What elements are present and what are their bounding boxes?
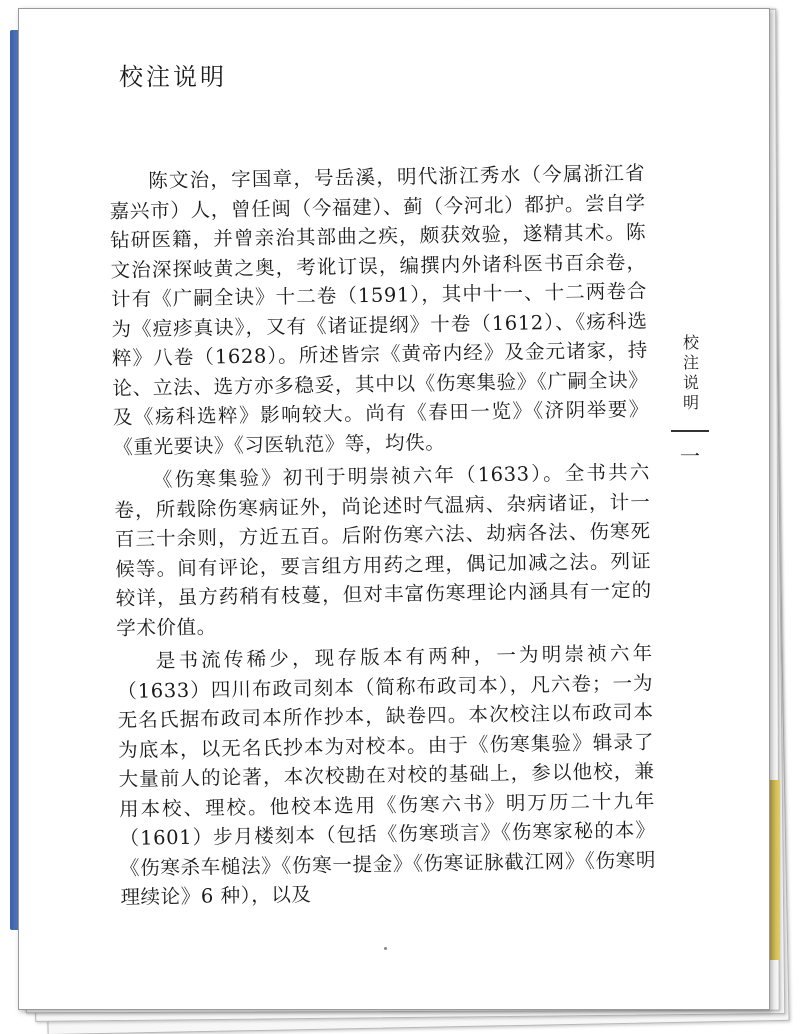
document-page — [18, 8, 770, 1010]
side-divider — [671, 430, 709, 432]
body-text — [109, 159, 657, 917]
page-title: 校注说明 — [119, 63, 227, 91]
back-sheet-edge-yellow — [770, 780, 780, 960]
side-margin — [665, 334, 715, 469]
page-number: 一 — [680, 444, 700, 468]
print-speck — [384, 947, 387, 950]
paragraph-2: 《伤寒集验》初刊于明崇祯六年（1633）。全书共六卷，所载除伤寒病证外，尚论述时气温病、杂病诸证，计一百三十余则，方近五百。后附伤寒六法、劫病各法、伤寒死候等。间有评论，要言组方用药之理，偶记加减之法。列证较详，虽方药稍有枝蔓，但对丰富伤寒理论内涵具有一定的学术价值。 — [114, 460, 652, 640]
paragraph-1: 陈文治，字国章，号岳溪，明代浙江秀水（今属浙江省嘉兴市）人，曾任闽（今福建）、蓟（今河北）都护。尝自学钻研医籍，并曾亲治其部曲之疾，颇获效验，遂精其术。陈文治深探岐黄之奥，考讹订误，编撰内外诸科医书百余卷，计有《广嗣全诀》十二卷（1591），其中十一、十二两卷合为《痘疹真诀》，又有《诸证提纲》十卷（1612）、《疡科选粹》八卷（1628）。所述皆宗《黄帝内经》及金元诸家，持论、立法、选方亦多稳妥，其中以《伤寒集验》《广嗣全诀》及《疡科选粹》影响较大。尚有《春田一览》《济阴举要》《重光要诀》《习医轨范》等，均佚。 — [109, 161, 650, 459]
side-header: 校注说明 — [680, 334, 700, 414]
paragraph-3: 是书流传稀少，现存版本有两种，一为明崇祯六年（1633）四川布政司刻本（简称布政司本），凡六卷；一为无名氏据布政司本所作抄本，缺卷四。本次校注以布政司本为底本，以无名氏抄本为对校本。由于《伤寒集验》辑录了大量前人的论著，本次校勘在对校的基础上，参以他校，兼用本校、理校。他校本选用《伤寒六书》明万历二十九年（1601）步月楼刻本（包括《伤寒琐言》《伤寒家秘的本》《伤寒杀车槌法》《伤寒一提金》《伤寒证脉截江网》《伤寒明理续论》6 种），以及 — [117, 641, 657, 909]
